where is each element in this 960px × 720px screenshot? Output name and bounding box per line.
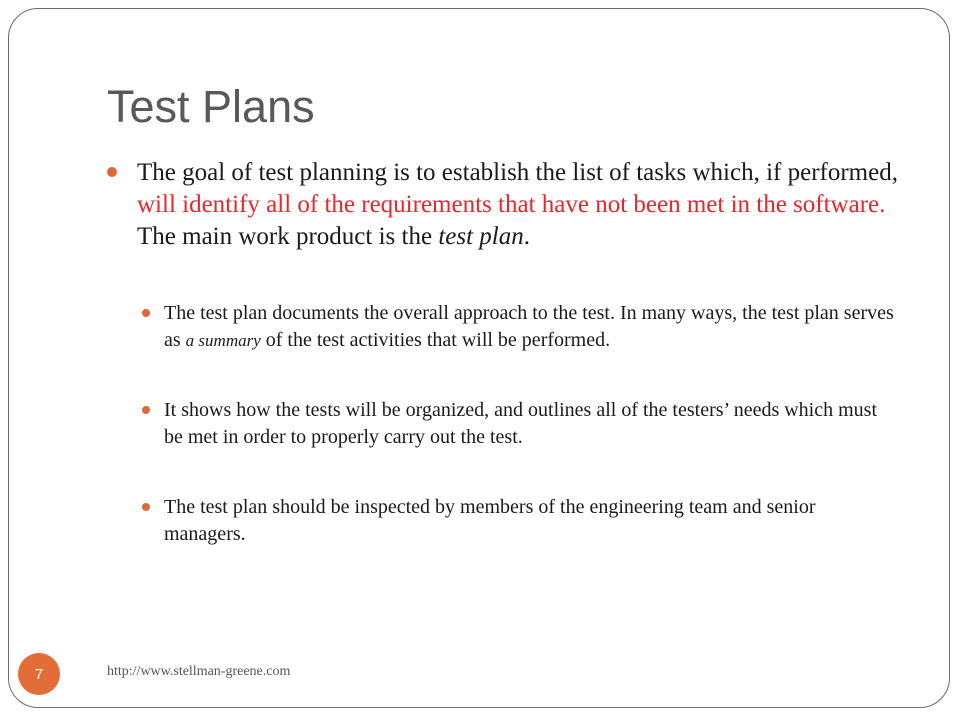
bullet-emphasis-text: test plan	[438, 223, 524, 250]
sub-bullet-inspection	[164, 494, 899, 548]
bullet-dot-icon	[142, 309, 150, 317]
bullet-emphasis-text: a summary	[185, 331, 261, 350]
slide-number-badge: 7	[18, 653, 60, 695]
bullet-dot-icon	[142, 406, 150, 414]
bullet-text: The main work product is the	[137, 223, 439, 250]
bullet-text: It shows how the tests will be organized, and outlines all of the testers’ needs which must be met in order to properly carry out the test.	[164, 399, 878, 448]
footer-url: http://www.stellman-greene.com	[107, 664, 291, 679]
slide-title: Test Plans	[107, 81, 315, 132]
bullet-dot-icon	[107, 167, 117, 177]
bullet-text: of the test activities that will be performed.	[260, 329, 611, 351]
bullet-dot-icon	[142, 503, 150, 511]
sub-bullet-test-plan-documents	[164, 300, 899, 354]
bullet-test-planning-goal	[137, 157, 917, 253]
bullet-text: The goal of test planning is to establish the list of tasks which, if performed,	[137, 159, 898, 186]
sub-bullet-organization	[164, 397, 899, 451]
bullet-text: The test plan documents the overall approach to the test. In many ways, the test plan serves as	[164, 302, 894, 351]
bullet-highlight-text: will identify all of the requirements that have not been met in the software.	[137, 191, 886, 218]
bullet-text: The test plan should be inspected by members of the engineering team and senior managers.	[164, 496, 816, 545]
bullet-text: .	[523, 223, 530, 250]
